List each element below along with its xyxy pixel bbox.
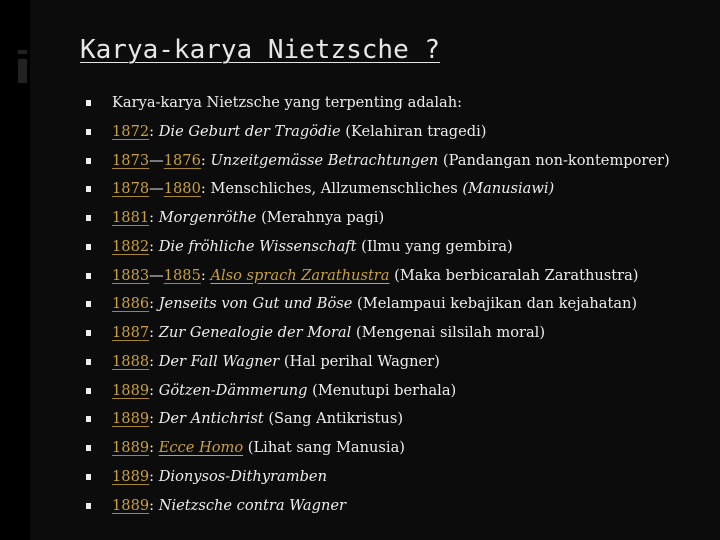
year-link[interactable]: 1889 — [112, 496, 150, 514]
list-item-work — [82, 147, 712, 176]
list-item-work — [82, 290, 712, 319]
translation-note: (Sang Antikristus) — [263, 410, 404, 428]
list-item-work — [82, 233, 712, 262]
list-item-work — [82, 348, 712, 377]
work-title: Der Antichrist — [158, 410, 264, 428]
separator: : — [200, 151, 211, 169]
year-link[interactable]: 1881 — [112, 209, 150, 226]
translation-note: (Pandangan non-kontemporer) — [438, 151, 670, 169]
work-title: Zur Genealogie der Moral — [158, 324, 352, 341]
list-item-work — [82, 262, 712, 291]
square-bullet-icon — [86, 273, 91, 279]
separator: : — [149, 496, 159, 514]
work-title: Morgenröthe — [158, 209, 257, 226]
work-title-link[interactable]: Also sprach Zarathustra — [210, 266, 390, 284]
separator: : — [200, 180, 211, 198]
square-bullet-icon — [86, 100, 91, 106]
list-item-work — [82, 175, 712, 204]
year-link[interactable]: 1888 — [112, 352, 150, 370]
translation-note: (Ilmu yang gembira) — [356, 237, 513, 255]
work-entry — [112, 290, 637, 318]
separator: : — [149, 352, 159, 370]
decorative-bar — [18, 59, 27, 83]
list-item-work — [82, 377, 712, 406]
translation-note: (Merahnya pagi) — [256, 209, 385, 226]
square-bullet-icon — [86, 244, 91, 250]
year-link[interactable]: 1882 — [112, 237, 150, 255]
square-bullet-icon — [86, 186, 91, 192]
work-title-link[interactable]: Ecce Homo — [158, 439, 244, 456]
year-link[interactable]: 1889 — [112, 410, 150, 428]
year-link[interactable]: 1886 — [112, 295, 150, 313]
square-bullet-icon — [86, 359, 91, 365]
work-title: Unzeitgemässe Betrachtungen — [210, 151, 439, 169]
square-bullet-icon — [86, 129, 91, 135]
list-item-work — [82, 118, 712, 147]
square-bullet-icon — [86, 301, 91, 307]
work-entry — [112, 492, 346, 520]
separator: : — [149, 381, 159, 399]
translation-note: (Maka berbicaralah Zarathustra) — [389, 266, 639, 284]
work-title: Nietzsche contra Wagner — [158, 496, 346, 514]
list-item-work — [82, 319, 712, 348]
year-link[interactable]: 1887 — [112, 324, 150, 341]
square-bullet-icon — [86, 445, 91, 451]
list-item-work — [82, 405, 712, 434]
translation-note: (Menutupi berhala) — [307, 381, 457, 399]
year-link[interactable]: 1878 — [112, 180, 150, 198]
work-entry — [112, 118, 487, 146]
work-entry — [112, 147, 670, 175]
separator: : — [149, 439, 159, 456]
square-bullet-icon — [86, 503, 91, 509]
square-bullet-icon — [86, 388, 91, 394]
year-link[interactable]: 1889 — [112, 467, 150, 485]
year-end-link[interactable]: 1876 — [163, 151, 201, 169]
list-item-work — [82, 434, 712, 463]
work-entry — [112, 463, 327, 491]
separator: : — [149, 209, 159, 226]
list-item-work — [82, 492, 712, 521]
separator: : — [149, 237, 159, 255]
list-item-work — [82, 204, 712, 233]
separator: : — [149, 467, 159, 485]
square-bullet-icon — [86, 158, 91, 164]
work-entry — [112, 377, 456, 405]
work-entry — [112, 204, 384, 232]
translation-note: (Lihat sang Manusia) — [243, 439, 405, 456]
work-title: Die Geburt der Tragödie — [158, 122, 341, 140]
translation-note: (Manusiawi) — [457, 180, 555, 198]
translation-note: (Kelahiran tragedi) — [340, 122, 487, 140]
work-title: Götzen-Dämmerung — [158, 381, 308, 399]
year-link[interactable]: 1883 — [112, 266, 150, 284]
year-range-dash: — — [149, 180, 164, 198]
translation-note: (Melampaui kebajikan dan kejahatan) — [352, 295, 638, 313]
intro-text: Karya-karya Nietzsche yang terpenting adalah: — [112, 94, 463, 111]
square-bullet-icon — [86, 215, 91, 221]
year-range-dash: — — [149, 266, 164, 284]
works-list — [82, 89, 712, 520]
work-entry — [112, 348, 440, 376]
separator: : — [149, 122, 159, 140]
year-link[interactable]: 1872 — [112, 122, 150, 140]
square-bullet-icon — [86, 474, 91, 480]
work-title: Die fröhliche Wissenschaft — [158, 237, 357, 255]
year-link[interactable]: 1889 — [112, 439, 150, 456]
separator: : — [149, 295, 159, 313]
work-title: Dionysos-Dithyramben — [158, 467, 327, 485]
list-item-work — [82, 463, 712, 492]
decorative-bar-thin — [18, 50, 27, 54]
work-entry — [112, 434, 405, 462]
work-entry — [112, 233, 513, 261]
separator: : — [149, 410, 159, 428]
slide-title: Karya-karya Nietzsche ? — [80, 35, 441, 65]
work-entry — [112, 262, 639, 290]
year-end-link[interactable]: 1885 — [163, 266, 201, 284]
list-item-intro — [82, 89, 712, 118]
separator: : — [200, 266, 211, 284]
year-link[interactable]: 1889 — [112, 381, 150, 399]
year-end-link[interactable]: 1880 — [163, 180, 201, 198]
year-range-dash: — — [149, 151, 164, 169]
work-title: Jenseits von Gut und Böse — [158, 295, 353, 313]
work-title: Menschliches, Allzumenschliches — [210, 180, 458, 198]
work-entry — [112, 175, 554, 203]
work-title: Der Fall Wagner — [158, 352, 280, 370]
year-link[interactable]: 1873 — [112, 151, 150, 169]
square-bullet-icon — [86, 330, 91, 336]
translation-note: (Mengenai silsilah moral) — [351, 324, 546, 341]
work-entry — [112, 319, 545, 347]
square-bullet-icon — [86, 416, 91, 422]
work-entry — [112, 405, 403, 433]
translation-note: (Hal perihal Wagner) — [279, 352, 440, 370]
separator: : — [149, 324, 159, 341]
